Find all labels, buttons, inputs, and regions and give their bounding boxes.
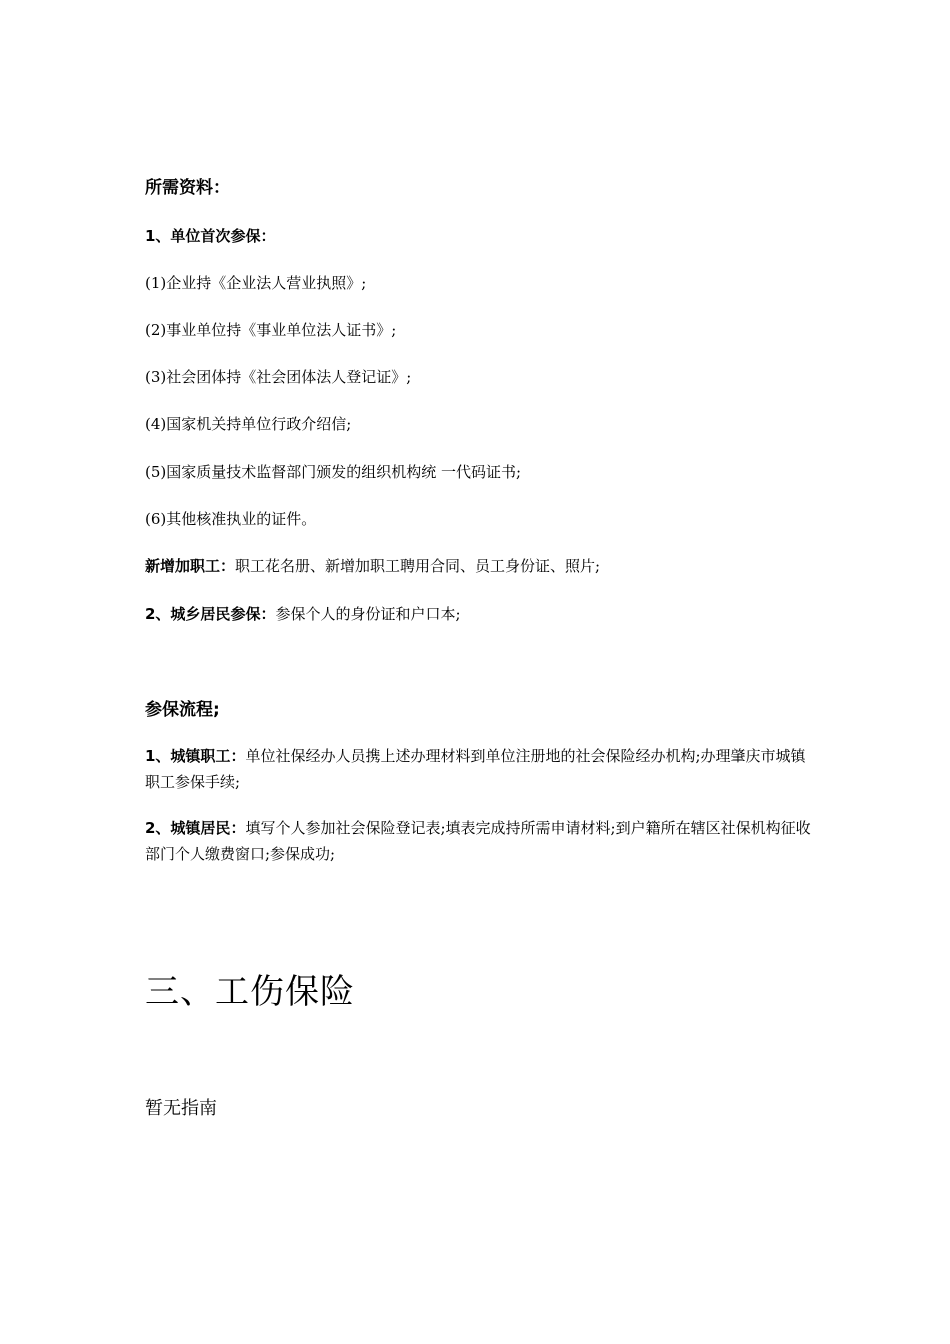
unit-item-6: (6)其他核准执业的证件。	[145, 510, 317, 528]
unit-item-1: (1)企业持《企业法人营业执照》;	[145, 274, 367, 292]
resident-text: 参保个人的身份证和户口本;	[275, 605, 461, 623]
unit-item-2: (2)事业单位持《事业单位法人证书》;	[145, 321, 397, 339]
process-heading: 参保流程;	[145, 700, 220, 720]
unit-first-label: 1、单位首次参保：	[145, 227, 276, 245]
unit-item-3: (3)社会团体持《社会团体法人登记证》;	[145, 368, 412, 386]
new-staff-text: 职工花名册、新增加职工聘用合同、员工身份证、照片;	[235, 557, 601, 575]
new-staff-paragraph	[145, 553, 815, 579]
resident-paragraph	[145, 601, 815, 627]
materials-heading: 所需资料：	[145, 178, 230, 198]
urban-resident-paragraph	[145, 815, 815, 867]
urban-resident-text: 填写个人参加社会保险登记表;填表完成持所需申请材料;到户籍所在辖区社保机构征收部门个人缴费窗口;参保成功;	[145, 819, 811, 863]
urban-staff-text: 单位社保经办人员携上述办理材料到单位注册地的社会保险经办机构;办理肇庆市城镇职工参保手续;	[145, 747, 806, 791]
resident-label: 2、城乡居民参保：	[145, 605, 276, 623]
unit-item-4: (4)国家机关持单位行政介绍信;	[145, 415, 352, 433]
injury-note: 暂无指南	[145, 1098, 217, 1119]
injury-insurance-heading: 三、工伤保险	[145, 972, 355, 1012]
urban-resident-label: 2、城镇居民：	[145, 819, 246, 837]
urban-staff-label: 1、城镇职工：	[145, 747, 246, 765]
urban-staff-paragraph	[145, 743, 815, 795]
new-staff-label: 新增加职工：	[145, 557, 236, 575]
unit-item-5: (5)国家质量技术监督部门颁发的组织机构统 一代码证书;	[145, 463, 522, 481]
